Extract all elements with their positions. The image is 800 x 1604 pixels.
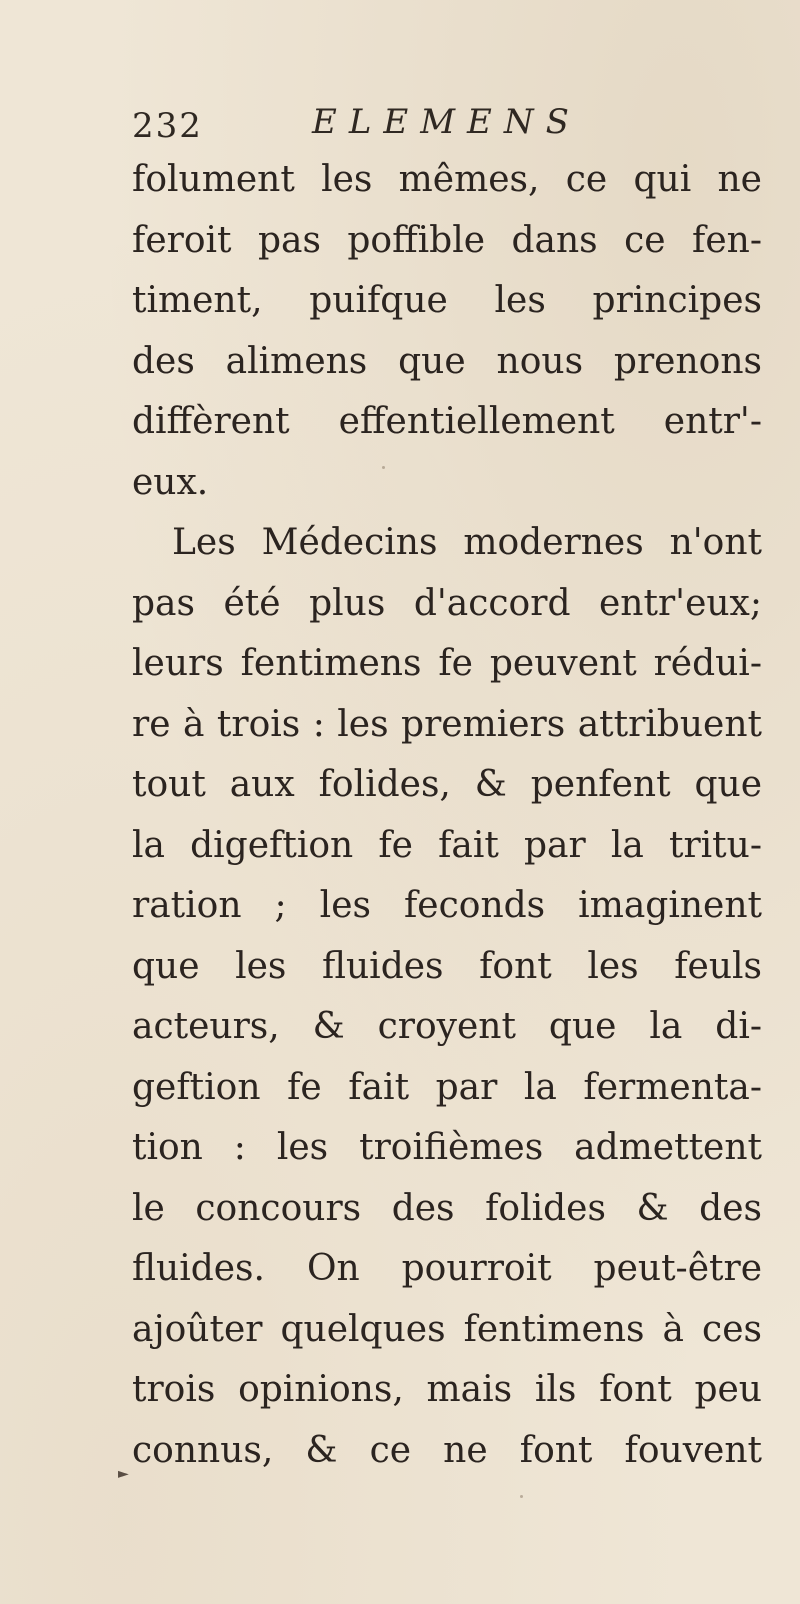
body-text [132,150,762,1481]
paragraph-first-line: Les Médecins modernes n'ont [172,522,762,563]
text-line: connus, & ce ne font fouvent [132,1429,762,1471]
text-line: tion : les troifièmes admettent [132,1127,762,1168]
text-line: geftion fe fait par la fermenta- [132,1066,762,1108]
page-number: 232 [132,106,203,146]
text-line: ajoûter quelques fentimens à ces [132,1308,762,1350]
paper-speck [470,900,473,903]
text-line: des alimens que nous prenons [132,340,762,382]
text-line: eux. [132,461,209,503]
text-line: trois opinions, mais ils font peu [132,1369,762,1410]
text-line: timent, puifque les principes [132,280,762,321]
text-line: acteurs, & croyent que la di- [132,1006,762,1047]
paper-speck [382,466,385,469]
text-line: diffèrent effentiellement entr'- [132,401,762,442]
running-title: ELEMENS [312,102,581,142]
text-line: leurs fentimens fe peuvent rédui- [132,643,762,684]
text-line: fluides. On pourroit peut-être [132,1248,762,1289]
text-line: ration ; les feconds imaginent [132,885,762,926]
paper-speck [520,1495,523,1498]
text-line: pas été plus d'accord entr'eux; [132,582,762,624]
text-line: tout aux folides, & penfent que [132,764,762,805]
text-line: le concours des folides & des [132,1187,762,1229]
text-line: la digeftion fe fait par la tritu- [132,824,762,866]
page-header [132,100,772,148]
printer-mark: ► [118,1466,129,1482]
text-line: que les fluides font les feuls [132,945,762,987]
text-line: feroit pas poffible dans ce fen- [132,219,762,261]
text-line: re à trois : les premiers attribuent [132,703,762,745]
text-line: folument les mêmes, ce qui ne [132,159,762,200]
